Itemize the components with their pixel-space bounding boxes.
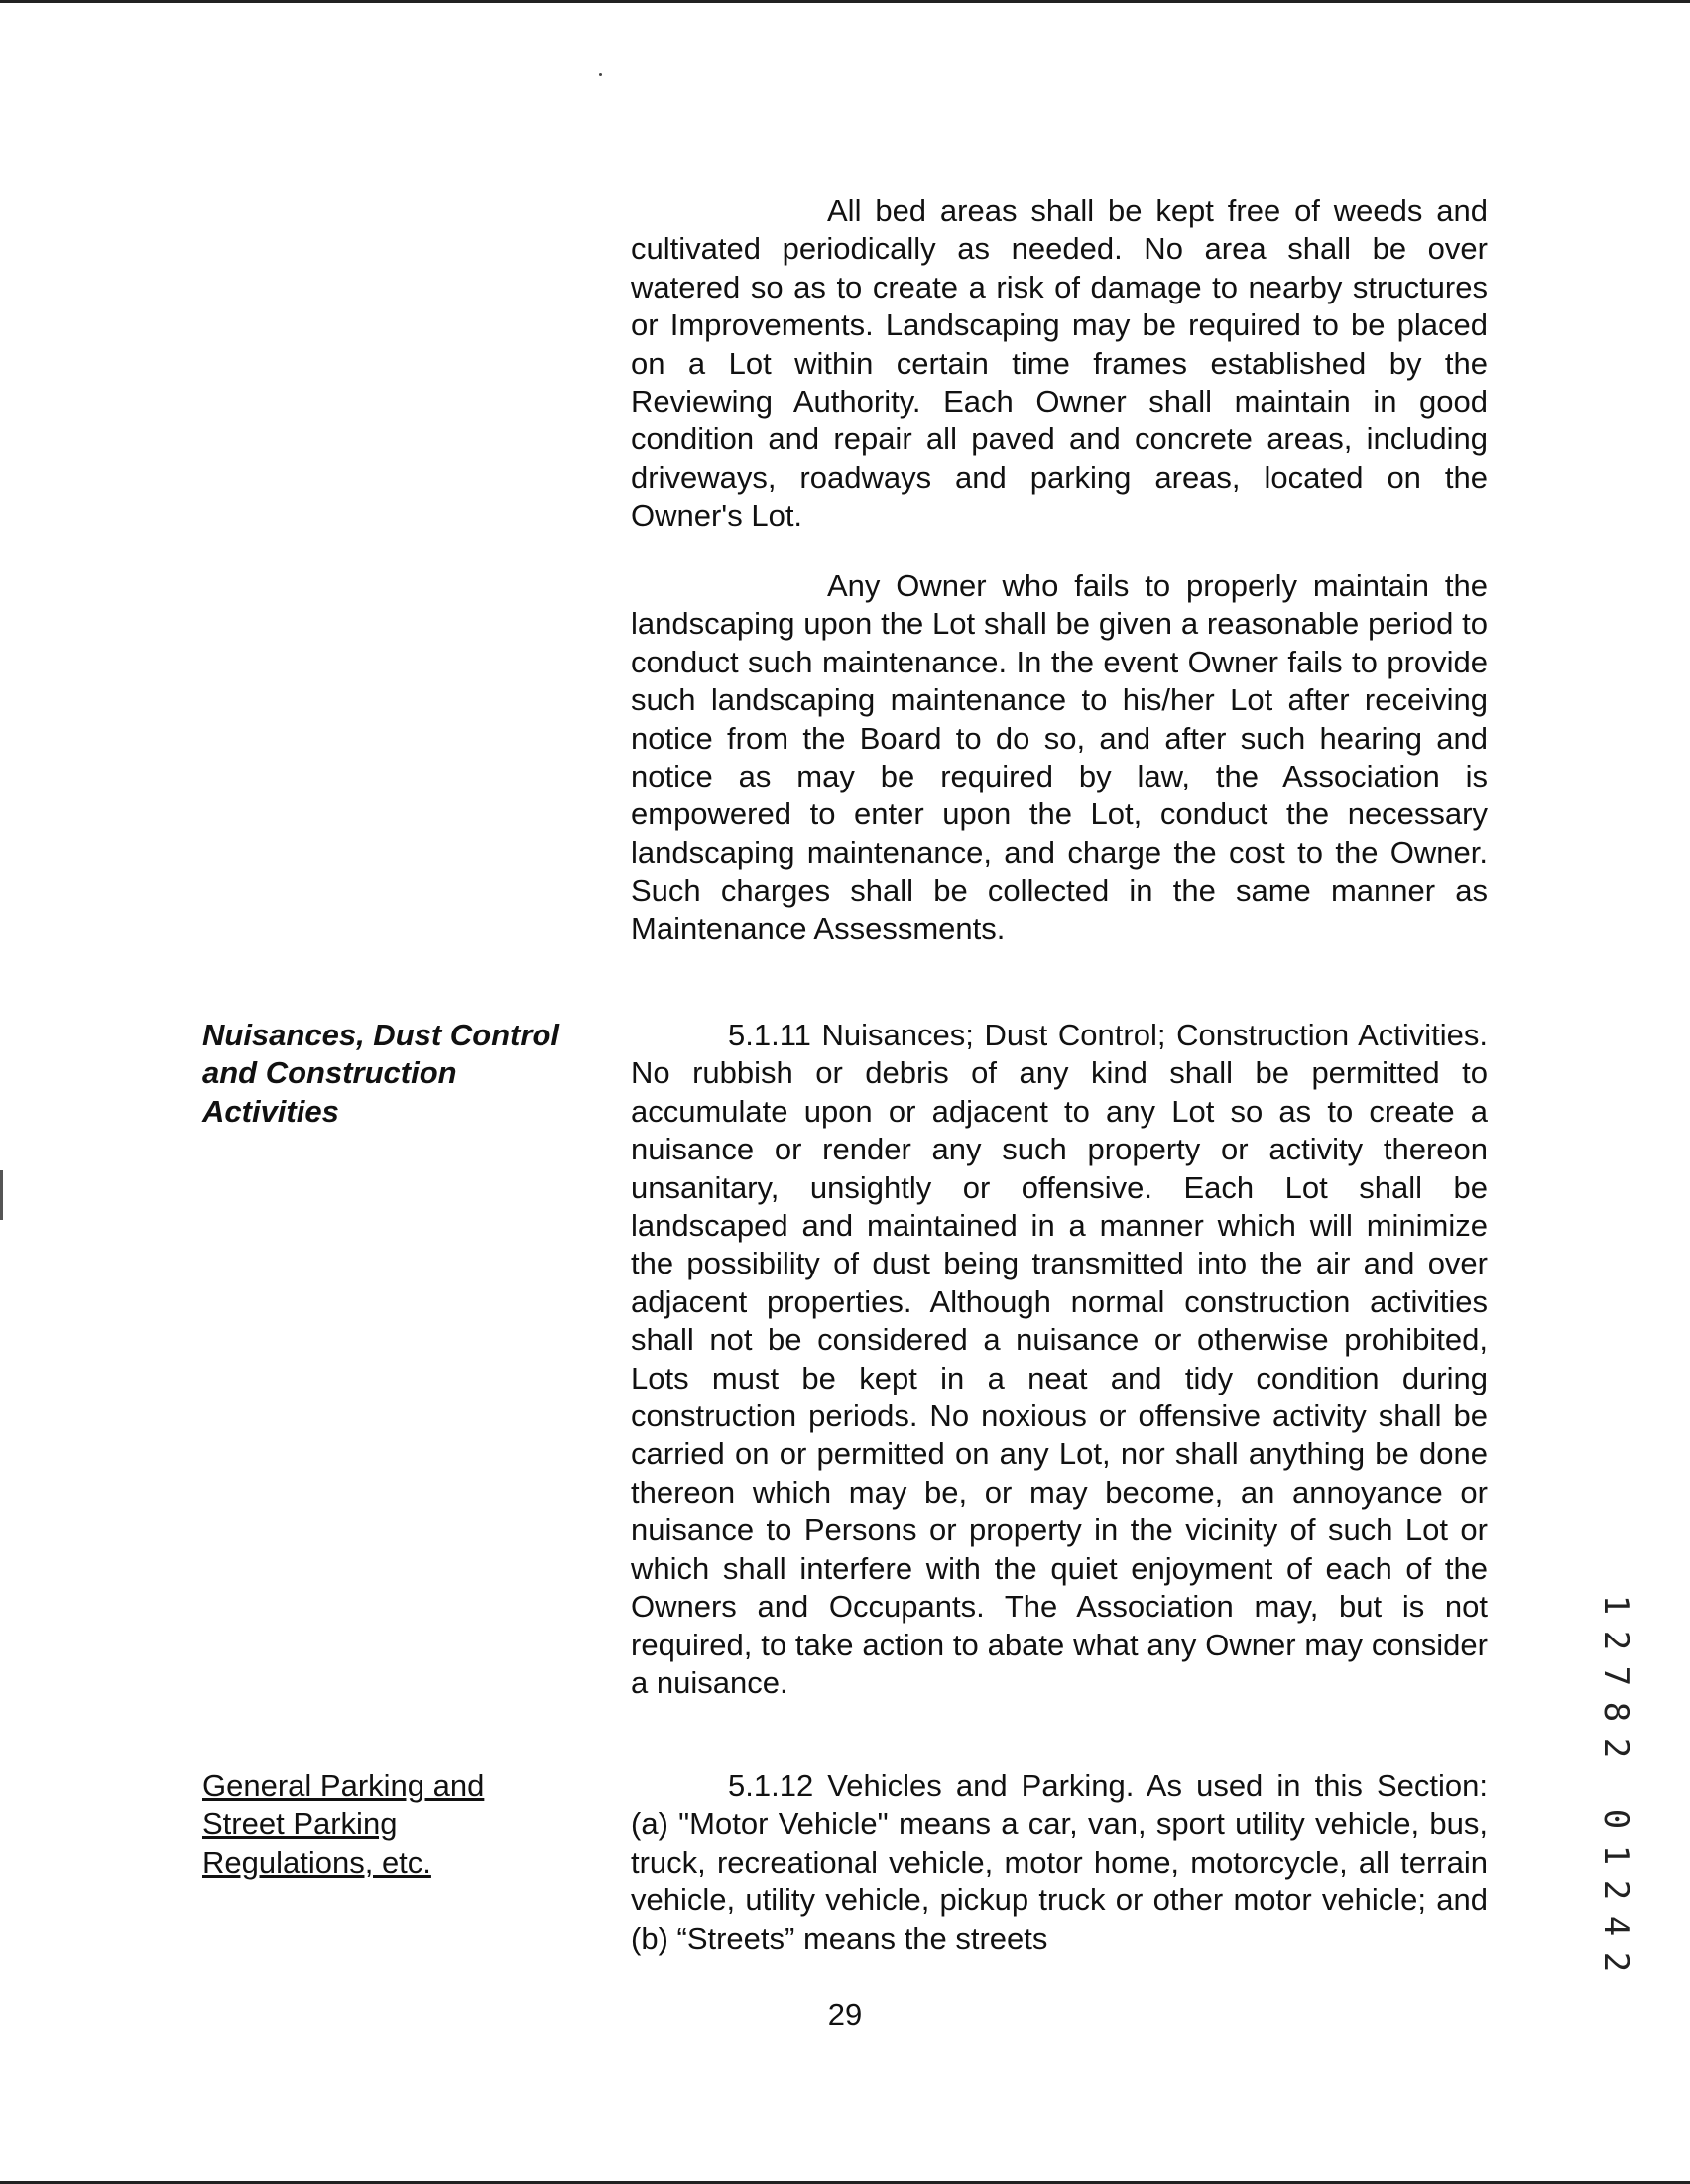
stamp-digit: 1 (1596, 1594, 1635, 1616)
stamp-digit: 2 (1596, 1737, 1635, 1759)
stamp-digit: 0 (1596, 1808, 1635, 1830)
page-left-mark (0, 1170, 3, 1220)
stamp-digit: 1 (1596, 1844, 1635, 1866)
paragraph-vehicles-parking: 5.1.12 Vehicles and Parking. As used in this Section: (a) "Motor Vehicle" means a car, van, sport utility vehicle, bus, truck, recreational vehicle, motor home, motorcycle, all terrain vehicle, utility vehicle, pickup truck or other motor vehicle; and (b) “Streets” means the streets (631, 1768, 1488, 1956)
stamp-digit: 7 (1596, 1665, 1635, 1687)
stamp-digit: 4 (1596, 1915, 1635, 1937)
paragraph-owner-maintenance: Any Owner who fails to properly maintain the landscaping upon the Lot shall be given a reasonable period to conduct such maintenance. In the event Owner fails to provide such landscaping maintenance to his/her Lot after receiving notice from the Board to do so, and after such hearing and notice as may be required by law, the Association is empowered to enter upon the Lot, conduct the necessary landscaping maintenance, and charge the cost to the Owner. Such charges shall be collected in the same manner as Maintenance Assessments. (631, 568, 1488, 946)
stamp-digit: 8 (1596, 1701, 1635, 1723)
stamp-gap (1596, 1765, 1635, 1801)
recording-stamp (1596, 1587, 1635, 1980)
side-heading-nuisances: Nuisances, Dust Control and Construction Activities (202, 1018, 559, 1129)
paragraph-bed-areas: All bed areas shall be kept free of weeds and cultivated periodically as needed. No area shall be over watered so as to create a risk of damage to nearby structures or Improvements. Landscaping may be required to be placed on a Lot within certain time frames established by the Reviewing Authority. Each Owner shall maintain in good condition and repair all paved and concrete areas, including driveways, roadways and parking areas, located on the Owner's Lot. (631, 193, 1488, 534)
stamp-digit: 2 (1596, 1880, 1635, 1901)
side-heading-parking: General Parking and Street Parking Regulations, etc. (202, 1768, 485, 1880)
stamp-digit: 2 (1596, 1951, 1635, 1973)
page-top-edge (0, 0, 1690, 3)
paragraph-nuisances: 5.1.11 Nuisances; Dust Control; Construction Activities. No rubbish or debris of any kind shall be permitted to accumulate upon or adjacent to any Lot so as to create a nuisance or render any such property or activity thereon unsanitary, unsightly or offensive. Each Lot shall be landscaped and maintained in a manner which will minimize the possibility of dust being transmitted into the air and over adjacent properties. Although normal construction activities shall not be considered a nuisance or otherwise prohibited, Lots must be kept in a neat and tidy condition during construction periods. No noxious or offensive activity shall be carried on or permitted on any Lot, nor shall anything be done thereon which may be, or may become, an annoyance or nuisance to Persons or property in the vicinity of such Lot or which shall interfere with the quiet enjoyment of each of the Owners and Occupants. The Association may, but is not required, to take action to abate what any Owner may consider a nuisance. (631, 1018, 1488, 1700)
scan-speck (599, 73, 602, 76)
page-number: 29 (827, 1998, 863, 2032)
stamp-digit: 2 (1596, 1630, 1635, 1651)
